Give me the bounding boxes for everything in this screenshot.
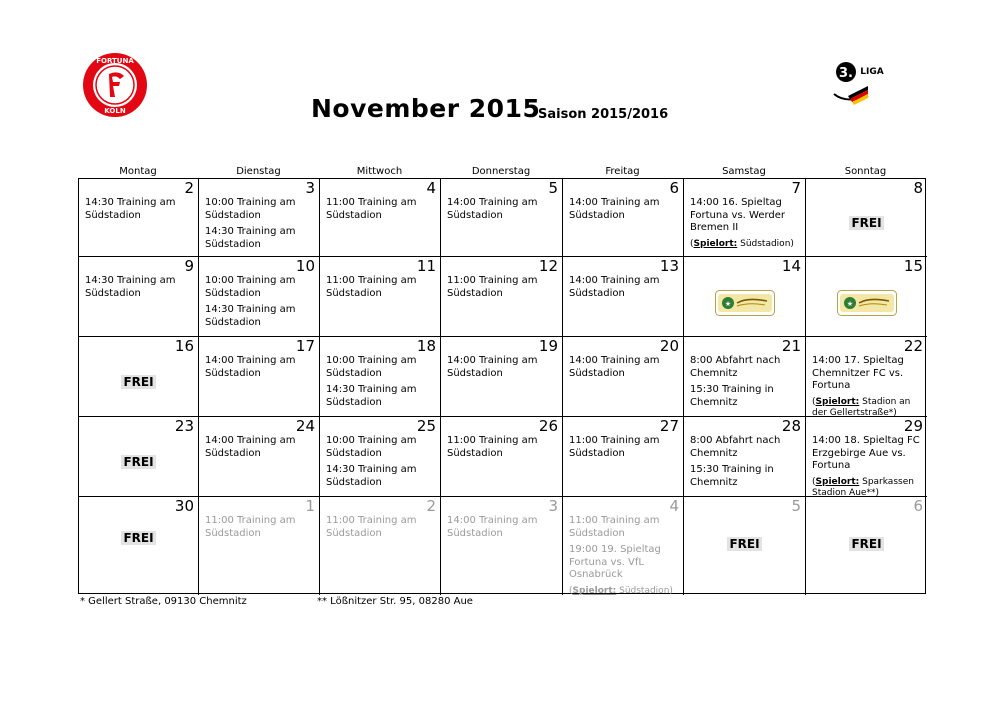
- day-events: [326, 515, 436, 544]
- weekday-header: Donnerstag: [471, 166, 531, 177]
- calendar-day-cell: [79, 179, 199, 257]
- event-entry: 14:00 16. Spieltag Fortuna vs. Werder Bremen II: [690, 197, 786, 233]
- weekday-header: Sonntag: [844, 166, 887, 177]
- svg-text:KÖLN: KÖLN: [104, 107, 126, 115]
- calendar-day-cell: [684, 179, 806, 257]
- event-entry: 14:30 Training am Südstadion: [205, 304, 296, 328]
- event-entry: 14:30 Training am Südstadion: [326, 384, 417, 408]
- event-entry: 19:00 19. Spieltag Fortuna vs. VfL Osnabrück: [569, 544, 661, 580]
- day-number: 17: [295, 337, 315, 355]
- event-entry: 11:00 Training am Südstadion: [569, 515, 660, 539]
- day-events: [569, 197, 679, 226]
- spielort-value: Südstadion): [616, 585, 673, 595]
- calendar-day-cell: [79, 257, 199, 337]
- day-events: [205, 515, 315, 544]
- calendar-day-cell: [806, 257, 927, 337]
- day-events: [205, 197, 315, 255]
- calendar-day-cell: [320, 497, 441, 595]
- day-number: 24: [295, 417, 315, 435]
- day-number: 8: [913, 179, 923, 197]
- day-events: [326, 355, 436, 413]
- event-entry: 14:30 Training am Südstadion: [85, 197, 176, 221]
- day-number: 6: [913, 497, 923, 515]
- event-entry: 11:00 Training am Südstadion: [205, 515, 296, 539]
- spielort-value: Stadion an der Gellertstraße*): [812, 396, 911, 417]
- calendar-day-cell: [684, 497, 806, 595]
- month-title: November 2015: [311, 94, 541, 123]
- day-events: [447, 275, 558, 304]
- frei-badge: FREI: [123, 375, 154, 389]
- event-entry: 11:00 Training am Südstadion: [326, 275, 417, 299]
- event-entry: 14:00 18. Spieltag FC Erzgebirge Aue vs. Fortuna: [812, 435, 920, 471]
- event-entry: 8:00 Abfahrt nach Chemnitz: [690, 435, 781, 459]
- spielort-note: (Spielort: Südstadion): [569, 585, 673, 595]
- day-events: [85, 275, 194, 304]
- spielort-note: (Spielort: Südstadion): [690, 238, 794, 249]
- day-number: 13: [659, 257, 679, 275]
- calendar-day-cell: [563, 257, 684, 337]
- day-number: 4: [669, 497, 679, 515]
- day-events: [569, 515, 679, 595]
- day-number: 22: [903, 337, 923, 355]
- spielort-label: Spielort:: [815, 396, 860, 407]
- calendar-day-cell: [563, 497, 684, 595]
- calendar-day-cell: [79, 497, 199, 595]
- day-number: 26: [538, 417, 558, 435]
- calendar-day-cell: [441, 337, 563, 417]
- svg-text:★: ★: [846, 300, 853, 308]
- calendar-day-cell: [684, 337, 806, 417]
- day-events: [447, 515, 558, 544]
- day-number: 5: [791, 497, 801, 515]
- calendar-day-cell: [320, 417, 441, 497]
- day-number: 16: [174, 337, 194, 355]
- weekday-header: Samstag: [722, 166, 766, 177]
- footnote-loessnitzer: ** Lößnitzer Str. 95, 08280 Aue: [317, 596, 473, 607]
- event-entry: 14:30 Training am Südstadion: [205, 226, 296, 250]
- day-number: 4: [426, 179, 436, 197]
- event-entry: 11:00 Training am Südstadion: [569, 435, 660, 459]
- day-events: [326, 197, 436, 226]
- day-events: [569, 275, 679, 304]
- calendar-day-cell: [441, 497, 563, 595]
- calendar-day-cell: [199, 179, 320, 257]
- event-entry: 14:00 Training am Südstadion: [205, 435, 296, 459]
- calendar-day-cell: [79, 417, 199, 497]
- calendar-grid: [78, 178, 926, 594]
- day-events: [326, 435, 436, 493]
- spielort-note: (Spielort: Stadion an der Gellertstraße*): [812, 396, 911, 417]
- event-entry: 14:00 Training am Südstadion: [569, 355, 660, 379]
- spielort-label: Spielort:: [693, 238, 738, 249]
- svg-text:3.: 3.: [839, 66, 853, 81]
- day-number: 28: [781, 417, 801, 435]
- day-events: [447, 355, 558, 384]
- calendar-day-cell: [320, 179, 441, 257]
- day-number: 18: [416, 337, 436, 355]
- spielort-label: Spielort:: [815, 476, 860, 487]
- footnote-gellert: * Gellert Straße, 09130 Chemnitz: [80, 596, 247, 607]
- weekday-header: Montag: [119, 166, 157, 177]
- day-number: 6: [669, 179, 679, 197]
- event-entry: 11:00 Training am Südstadion: [447, 275, 538, 299]
- svg-text:FORTUNA: FORTUNA: [96, 57, 134, 65]
- day-events: [205, 275, 315, 333]
- day-events: [569, 435, 679, 464]
- day-number: 7: [791, 179, 801, 197]
- calendar-day-cell: [684, 417, 806, 497]
- day-events: [447, 197, 558, 226]
- svg-text:LIGA: LIGA: [860, 67, 884, 77]
- event-entry: 14:00 Training am Südstadion: [447, 197, 538, 221]
- day-events: [812, 435, 923, 497]
- event-entry: 10:00 Training am Südstadion: [326, 435, 417, 459]
- calendar-day-cell: [563, 337, 684, 417]
- calendar-day-cell: [199, 497, 320, 595]
- day-events: [85, 197, 194, 226]
- event-entry: 11:00 Training am Südstadion: [326, 197, 417, 221]
- day-number: 30: [174, 497, 194, 515]
- event-entry: 14:30 Training am Südstadion: [326, 464, 417, 488]
- day-number: 27: [659, 417, 679, 435]
- event-entry: 14:00 Training am Südstadion: [205, 355, 296, 379]
- calendar-day-cell: [199, 257, 320, 337]
- day-events: [812, 355, 923, 417]
- spielort-label: Spielort:: [572, 585, 617, 595]
- event-entry: 15:30 Training in Chemnitz: [690, 384, 774, 408]
- event-entry: 8:00 Abfahrt nach Chemnitz: [690, 355, 781, 379]
- spielort-note: (Spielort: Sparkassen Stadion Aue**): [812, 476, 914, 497]
- day-number: 1: [305, 497, 315, 515]
- calendar-day-cell: [684, 257, 806, 337]
- sc-fortuna-koeln-logo: [82, 52, 148, 118]
- calendar-day-cell: [441, 417, 563, 497]
- day-events: [690, 355, 801, 413]
- day-number: 20: [659, 337, 679, 355]
- event-entry: 11:00 Training am Südstadion: [326, 515, 417, 539]
- calendar-day-cell: [806, 417, 927, 497]
- bitburger-logo: [715, 290, 775, 316]
- event-entry: 14:00 Training am Südstadion: [447, 515, 538, 539]
- calendar-day-cell: [806, 337, 927, 417]
- day-number: 23: [174, 417, 194, 435]
- day-number: 14: [781, 257, 801, 275]
- event-entry: 14:00 17. Spieltag Chemnitzer FC vs. Fortuna: [812, 355, 904, 391]
- day-number: 21: [781, 337, 801, 355]
- day-number: 10: [295, 257, 315, 275]
- bitburger-logo: [837, 290, 897, 316]
- event-entry: 10:00 Training am Südstadion: [205, 197, 296, 221]
- frei-badge: FREI: [123, 531, 154, 545]
- calendar-day-cell: [320, 337, 441, 417]
- day-events: [326, 275, 436, 304]
- event-entry: 14:30 Training am Südstadion: [85, 275, 176, 299]
- day-number: 9: [184, 257, 194, 275]
- frei-badge: FREI: [851, 216, 882, 230]
- frei-badge: FREI: [123, 455, 154, 469]
- calendar-day-cell: [320, 257, 441, 337]
- day-number: 19: [538, 337, 558, 355]
- calendar-day-cell: [563, 179, 684, 257]
- day-events: [205, 435, 315, 464]
- season-label: Saison 2015/2016: [538, 107, 669, 122]
- day-number: 11: [416, 257, 436, 275]
- calendar-day-cell: [199, 337, 320, 417]
- day-events: [205, 355, 315, 384]
- event-entry: 10:00 Training am Südstadion: [205, 275, 296, 299]
- 3-liga-logo: [828, 56, 894, 106]
- weekday-header: Mittwoch: [356, 166, 403, 177]
- frei-badge: FREI: [729, 537, 760, 551]
- day-events: [690, 435, 801, 493]
- calendar-day-cell: [563, 417, 684, 497]
- event-entry: 14:00 Training am Südstadion: [447, 355, 538, 379]
- day-number: 3: [548, 497, 558, 515]
- weekday-header: Dienstag: [236, 166, 281, 177]
- spielort-value: Sparkassen Stadion Aue**): [812, 476, 914, 497]
- spielort-value: Südstadion): [737, 238, 794, 249]
- svg-text:★: ★: [724, 300, 731, 308]
- day-number: 2: [426, 497, 436, 515]
- event-entry: 10:00 Training am Südstadion: [326, 355, 417, 379]
- event-entry: 15:30 Training in Chemnitz: [690, 464, 774, 488]
- event-entry: 11:00 Training am Südstadion: [447, 435, 538, 459]
- calendar-day-cell: [806, 179, 927, 257]
- calendar-day-cell: [79, 337, 199, 417]
- event-entry: 14:00 Training am Südstadion: [569, 197, 660, 221]
- calendar-day-cell: [441, 179, 563, 257]
- day-number: 5: [548, 179, 558, 197]
- day-number: 25: [416, 417, 436, 435]
- day-number: 29: [903, 417, 923, 435]
- calendar-day-cell: [806, 497, 927, 595]
- day-number: 3: [305, 179, 315, 197]
- day-number: 15: [903, 257, 923, 275]
- day-events: [447, 435, 558, 464]
- weekday-header: Freitag: [605, 166, 640, 177]
- event-entry: 14:00 Training am Südstadion: [569, 275, 660, 299]
- calendar-day-cell: [199, 417, 320, 497]
- day-events: [569, 355, 679, 384]
- frei-badge: FREI: [851, 537, 882, 551]
- day-number: 2: [184, 179, 194, 197]
- day-number: 12: [538, 257, 558, 275]
- calendar-day-cell: [441, 257, 563, 337]
- day-events: [690, 197, 801, 250]
